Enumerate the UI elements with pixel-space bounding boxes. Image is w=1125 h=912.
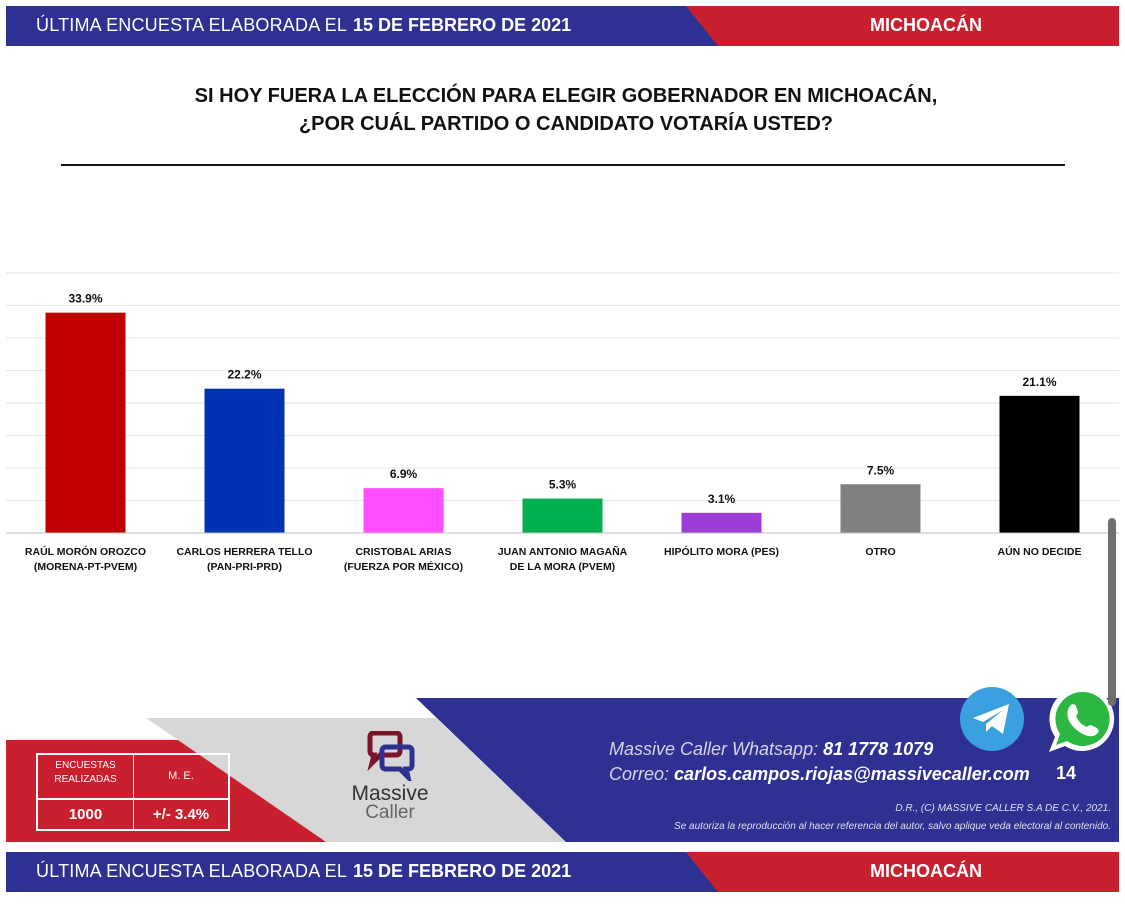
telegram-icon[interactable] xyxy=(959,686,1025,752)
header-prefix-next: ÚLTIMA ENCUESTA ELABORADA EL xyxy=(36,861,348,881)
data-label-7: 21.1% xyxy=(1022,374,1057,389)
header-date-next: 15 DE FEBRERO DE 2021 xyxy=(353,861,572,881)
category-label-1: (MORENA-PT-PVEM) xyxy=(33,561,138,573)
email-label: Correo: xyxy=(609,764,670,784)
data-label-4: 5.3% xyxy=(548,477,577,492)
bar-4 xyxy=(523,499,603,533)
bar-3 xyxy=(364,488,444,533)
logo-text-massive: Massive xyxy=(351,782,429,805)
category-label-7: AÚN NO DECIDE xyxy=(997,546,1082,558)
legal-notice: Se autoriza la reproducción al hacer referencia del autor, salvo aplique veda electoral al contenido. xyxy=(674,821,1111,832)
bar-1 xyxy=(46,313,126,533)
category-label-5: HIPÓLITO MORA (PES) xyxy=(664,546,779,558)
header-state-next: MICHOACÁN xyxy=(870,861,982,881)
category-label-2: (PAN-PRI-PRD) xyxy=(206,561,283,573)
page-number: 14 xyxy=(1056,763,1077,783)
header-prefix: ÚLTIMA ENCUESTA ELABORADA EL xyxy=(36,15,348,35)
title-divider xyxy=(61,164,1065,166)
data-label-3: 6.9% xyxy=(389,467,418,482)
header-survey-date-next xyxy=(36,861,571,882)
data-label-6: 7.5% xyxy=(866,463,895,478)
question-title xyxy=(66,82,1066,138)
category-label-4: DE LA MORA (PVEM) xyxy=(509,561,616,573)
stats-margin-value: +/- 3.4% xyxy=(152,806,210,823)
stats-surveys-value: 1000 xyxy=(68,806,103,823)
bar-7 xyxy=(1000,396,1080,533)
stats-surveys-label: ENCUESTAS REALIZADAS xyxy=(54,760,117,785)
data-label-1: 33.9% xyxy=(68,291,103,306)
bar-5 xyxy=(682,513,762,533)
bar-2 xyxy=(205,389,285,533)
bar-chart xyxy=(6,261,1119,621)
category-label-3: CRISTOBAL ARIAS xyxy=(355,546,452,558)
header-date: 15 DE FEBRERO DE 2021 xyxy=(353,15,572,35)
slide xyxy=(6,6,1119,842)
data-label-2: 22.2% xyxy=(227,367,262,382)
stats-divider-h xyxy=(38,798,228,800)
next-slide-preview xyxy=(6,852,1119,912)
stats-margin-label: M. E. xyxy=(168,770,194,782)
scrollbar[interactable] xyxy=(1108,518,1116,706)
email-address: carlos.campos.riojas@massivecaller.com xyxy=(674,764,1030,784)
contact-whatsapp xyxy=(609,739,933,760)
question-line-2: ¿POR CUÁL PARTIDO O CANDIDATO VOTARÍA USTED? xyxy=(298,113,834,135)
whatsapp-number: 81 1778 1079 xyxy=(823,739,934,759)
whatsapp-label: Massive Caller Whatsapp: xyxy=(609,739,819,759)
header-bar-next xyxy=(6,852,1119,892)
category-label-3: (FUERZA POR MÉXICO) xyxy=(343,561,464,573)
header-state: MICHOACÁN xyxy=(870,15,982,35)
massive-caller-logo xyxy=(342,731,438,826)
bar-6 xyxy=(841,484,921,533)
legal-copyright: D.R., (C) MASSIVE CALLER S.A DE C.V., 2021. xyxy=(895,803,1111,814)
data-label-5: 3.1% xyxy=(707,491,736,506)
survey-stats-box xyxy=(36,753,230,831)
category-label-1: RAÚL MORÓN OROZCO xyxy=(24,546,147,558)
category-label-4: JUAN ANTONIO MAGAÑA xyxy=(497,546,628,558)
header-bar xyxy=(6,6,1119,46)
logo-text-caller: Caller xyxy=(365,802,415,823)
contact-email xyxy=(609,764,1030,785)
category-label-6: OTRO xyxy=(865,546,896,558)
question-line-1: SI HOY FUERA LA ELECCIÓN PARA ELEGIR GOBERNADOR EN MICHOACÁN, xyxy=(194,85,938,107)
logo-mark-icon xyxy=(362,731,418,781)
category-label-2: CARLOS HERRERA TELLO xyxy=(176,546,313,558)
header-survey-date xyxy=(36,15,571,36)
